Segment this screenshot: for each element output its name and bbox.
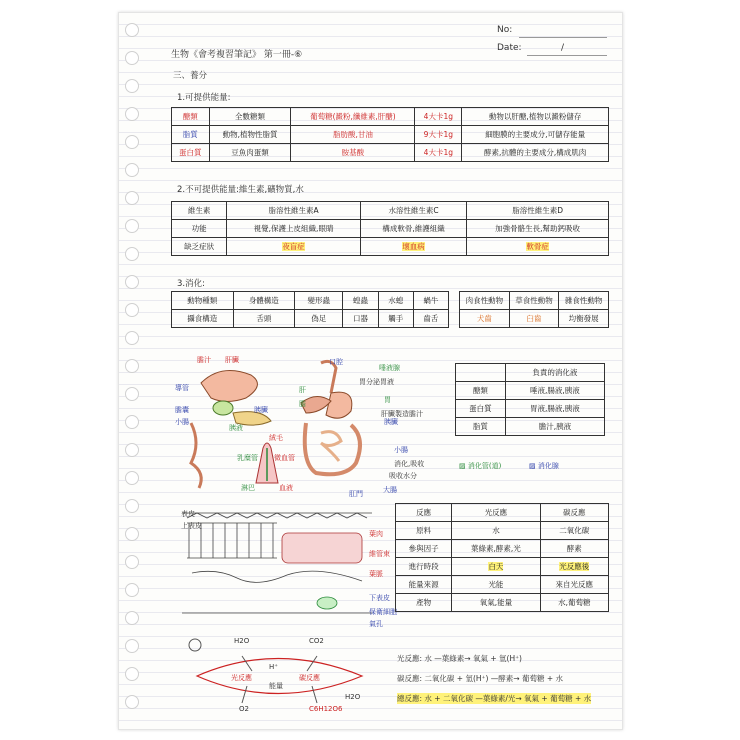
label-capillary: 微血管 <box>274 454 295 462</box>
cell: 口器 <box>343 310 378 328</box>
hole <box>125 303 139 317</box>
cell: 雜食性動物 <box>559 292 609 310</box>
hole <box>125 107 139 121</box>
hole <box>125 191 139 205</box>
cell <box>227 238 361 256</box>
cell: 水螅 <box>378 292 413 310</box>
label-duct: 導管 <box>175 384 189 392</box>
hole <box>125 79 139 93</box>
hole <box>125 387 139 401</box>
table-row <box>172 126 609 144</box>
table-row <box>456 364 605 382</box>
cell: 能量來源 <box>396 576 452 594</box>
cell: 水 <box>452 522 540 540</box>
hole <box>125 527 139 541</box>
cell: 豆魚肉蛋類 <box>209 144 291 162</box>
table-row <box>396 522 609 540</box>
label-small-intestine: 小腸 <box>175 418 189 426</box>
page-title: 生物《會考複習筆記》 第一冊-⑥ <box>171 50 303 60</box>
guard-cell <box>317 597 337 609</box>
hole <box>125 443 139 457</box>
table-row <box>456 418 605 436</box>
no-label: No: <box>497 25 513 35</box>
cell: 動物以肝醣,植物以澱粉儲存 <box>462 108 609 126</box>
cell: 加強骨骼生長,幫助鈣吸收 <box>467 220 609 238</box>
hole <box>125 331 139 345</box>
epidermis-cells <box>187 513 367 518</box>
hole <box>125 695 139 709</box>
cell: 蝸牛 <box>413 292 448 310</box>
date-underline <box>527 55 607 56</box>
cell: 氧氣,能量 <box>452 594 540 612</box>
cell: 動物,植物性脂質 <box>209 126 291 144</box>
cell: 觸手 <box>378 310 413 328</box>
date-label: Date: <box>497 43 522 53</box>
cell: 酵素 <box>540 540 608 558</box>
label-villus: 絨毛 <box>269 434 283 442</box>
intestine-drawing <box>191 423 201 488</box>
cell-text: 光反應後 <box>559 562 590 571</box>
cell: 水,葡萄糖 <box>540 594 608 612</box>
hole <box>125 51 139 65</box>
photosynthesis-table <box>395 503 609 612</box>
hole <box>125 639 139 653</box>
cell: 脂質 <box>456 418 506 436</box>
cycle-energy: 能量 <box>269 682 283 690</box>
cell: 脂肪酸,甘油 <box>291 126 415 144</box>
hole <box>125 611 139 625</box>
hole <box>125 667 139 681</box>
hole <box>125 555 139 569</box>
cell: 蛋白質 <box>172 144 210 162</box>
cell: 視覺,保護上皮組織,眼睛 <box>227 220 361 238</box>
legend-gland: ▨ 消化腺 <box>529 462 559 470</box>
label-upper-epidermis: 上表皮 <box>181 522 202 530</box>
cell: 參與因子 <box>396 540 452 558</box>
arrow-glucose <box>312 686 317 703</box>
cell: 蛋白質 <box>456 400 506 418</box>
cell: 胃液,腸液,胰液 <box>505 400 604 418</box>
cell: 蝗蟲 <box>343 292 378 310</box>
cell <box>540 558 608 576</box>
cell <box>467 238 609 256</box>
sec1-title: 1.可提供能量: <box>177 93 231 103</box>
cycle-h-plus: H⁺ <box>269 663 278 671</box>
hole <box>125 471 139 485</box>
sun-icon <box>189 639 201 651</box>
table-row <box>172 108 609 126</box>
label-anus: 肛門 <box>349 490 363 498</box>
table-row <box>172 292 449 310</box>
cell: 光反應 <box>452 504 540 522</box>
legend-canal-text: 消化管(道) <box>467 462 502 470</box>
cell: 光能 <box>452 576 540 594</box>
note-digest-absorb: 消化,吸收 <box>394 460 425 468</box>
cycle-light-reaction: 光反應 <box>231 674 252 682</box>
teeth-table <box>459 291 609 328</box>
note-liver-bile: 肝臟製造膽汁 <box>381 410 423 418</box>
equation-carbon: 碳反應: 二氧化碳 + 氫(H⁺) —酵素→ 葡萄糖 + 水 <box>397 674 564 683</box>
cell: 膽汁,胰液 <box>505 418 604 436</box>
sec3-title: 3.消化: <box>177 279 205 289</box>
date-separator: / <box>561 43 565 53</box>
cell: 全數糖類 <box>209 108 291 126</box>
label-lymph: 淋巴 <box>241 484 255 492</box>
label-stomach: 胃 <box>384 396 391 404</box>
label-pancreas: 胰臟 <box>254 406 268 414</box>
label-middle-pancreas: 胰臟 <box>384 418 398 426</box>
note-stomach-juice: 胃分泌胃液 <box>359 378 394 386</box>
feeding-table <box>171 291 449 328</box>
cell: 唾液,腸液,胰液 <box>505 382 604 400</box>
table-row <box>396 504 609 522</box>
table-row <box>172 310 449 328</box>
label-mesophyll: 葉肉 <box>369 530 383 538</box>
cell-text: 壞血病 <box>402 242 425 251</box>
hole <box>125 247 139 261</box>
cell: 反應 <box>396 504 452 522</box>
cell: 9大卡1g <box>415 126 462 144</box>
cell <box>456 364 506 382</box>
cycle-o2: O2 <box>239 705 249 713</box>
cell: 維生素 <box>172 202 227 220</box>
cell: 肉食性動物 <box>460 292 510 310</box>
label-epidermis: 表皮 <box>181 510 195 518</box>
cell-text: 軟骨症 <box>526 242 549 251</box>
table-row <box>172 202 609 220</box>
table-row <box>456 382 605 400</box>
label-middle-gallbladder: 膽 <box>299 400 306 408</box>
hole <box>125 275 139 289</box>
hole <box>125 135 139 149</box>
hole <box>125 163 139 177</box>
table-row <box>396 540 609 558</box>
leaf-cross-section <box>177 503 377 623</box>
cell: 犬齒 <box>460 310 510 328</box>
table-row <box>172 238 609 256</box>
cell: 碳反應 <box>540 504 608 522</box>
label-vein: 葉脈 <box>369 570 383 578</box>
legend-canal: ▨ 消化管(道) <box>459 462 502 470</box>
hole <box>125 219 139 233</box>
cell: 酵素,抗體的主要成分,構成肌肉 <box>462 144 609 162</box>
cell: 臼齒 <box>509 310 559 328</box>
cell: 醣類 <box>456 382 506 400</box>
arrow-h2o <box>242 656 252 671</box>
digestive-diagram <box>171 353 401 503</box>
cell: 攝食構造 <box>172 310 234 328</box>
cell: 均衡發展 <box>559 310 609 328</box>
cycle-glucose: C6H12O6 <box>309 705 343 713</box>
cell: 脂溶性維生素A <box>227 202 361 220</box>
legend-gland-text: 消化腺 <box>537 462 559 470</box>
table-row <box>172 220 609 238</box>
small-intestine-drawing <box>321 432 341 461</box>
cell: 功能 <box>172 220 227 238</box>
digestive-juice-table <box>455 363 605 436</box>
hole <box>125 359 139 373</box>
label-stoma: 氣孔 <box>369 620 383 628</box>
note-absorb-water: 吸收水分 <box>389 472 417 480</box>
cell: 胺基酸 <box>291 144 415 162</box>
label-mouth: 口腔 <box>329 358 343 366</box>
equation-light: 光反應: 水 —葉綠素→ 氧氣 + 氫(H⁺) <box>397 654 522 663</box>
cell: 負責的消化液 <box>505 364 604 382</box>
table-row <box>396 576 609 594</box>
table-row <box>396 558 609 576</box>
stomach-drawing <box>326 392 352 418</box>
arrow-o2 <box>242 686 247 703</box>
cell: 葡萄糖(澱粉,纖維素,肝醣) <box>291 108 415 126</box>
cycle-h2o: H2O <box>234 637 250 645</box>
gallbladder-drawing <box>213 401 233 415</box>
cell: 來自光反應 <box>540 576 608 594</box>
cell: 脂質 <box>172 126 210 144</box>
spongy-layer <box>192 571 362 582</box>
cell: 葉綠素,酵素,光 <box>452 540 540 558</box>
cell: 缺乏症狀 <box>172 238 227 256</box>
label-middle-liver: 肝 <box>299 386 306 394</box>
label-vascular-bundle: 維管束 <box>369 550 390 558</box>
hole <box>125 583 139 597</box>
liver-drawing <box>201 371 257 402</box>
cycle-h2o-out: H2O <box>345 693 361 701</box>
label-lacteal: 乳糜管 <box>237 454 258 462</box>
notebook-page <box>118 12 623 730</box>
label-salivary: 唾液腺 <box>379 364 400 372</box>
cell: 構成軟骨,維護組織 <box>360 220 466 238</box>
hole <box>125 499 139 513</box>
cell-text: 白天 <box>488 562 504 571</box>
cell: 舌頭 <box>233 310 295 328</box>
equation-total: 總反應: 水 + 二氧化碳 —葉綠素/光→ 氧氣 + 葡萄糖 + 水 <box>397 694 592 703</box>
section-heading: 三、養分 <box>173 71 208 81</box>
cell: 動物種類 <box>172 292 234 310</box>
table-row <box>456 400 605 418</box>
label-guard-cell: 保衛細胞 <box>369 608 397 616</box>
cell: 進行時段 <box>396 558 452 576</box>
cell: 4大卡1g <box>415 108 462 126</box>
cell: 脂溶性維生素D <box>467 202 609 220</box>
cell: 變形蟲 <box>295 292 343 310</box>
arrow-co2 <box>307 656 317 671</box>
hole <box>125 23 139 37</box>
cell: 醣類 <box>172 108 210 126</box>
cell: 草食性動物 <box>509 292 559 310</box>
cell: 水溶性維生素C <box>360 202 466 220</box>
sec2-title: 2.不可提供能量:維生素,礦物質,水 <box>177 185 304 195</box>
table-row <box>396 594 609 612</box>
label-large-intestine: 大腸 <box>383 486 397 494</box>
cell <box>452 558 540 576</box>
label-bile: 膽汁 <box>197 356 211 364</box>
vascular-bundle <box>282 533 362 563</box>
energy-nutrients-table <box>171 107 609 162</box>
cell: 細胞膜的主要成分,可儲存能量 <box>462 126 609 144</box>
label-blood: 血液 <box>279 484 293 492</box>
cycle-co2: CO2 <box>309 637 324 645</box>
cell <box>360 238 466 256</box>
cycle-carbon-reaction: 碳反應 <box>299 674 320 682</box>
table-row <box>460 292 609 310</box>
label-gallbladder: 膽囊 <box>175 406 189 414</box>
cell: 二氧化碳 <box>540 522 608 540</box>
label-lower-epidermis: 下表皮 <box>369 594 390 602</box>
vitamin-table <box>171 201 609 256</box>
cell: 產物 <box>396 594 452 612</box>
table-row <box>460 310 609 328</box>
label-middle-small-intestine: 小腸 <box>394 446 408 454</box>
cell: 偽足 <box>295 310 343 328</box>
cell: 4大卡1g <box>415 144 462 162</box>
table-row <box>172 144 609 162</box>
cell-text: 夜盲症 <box>282 242 305 251</box>
no-underline <box>519 37 607 38</box>
label-liver: 肝臟 <box>225 356 239 364</box>
cell: 齒舌 <box>413 310 448 328</box>
label-pancreatic-juice: 胰液 <box>229 424 243 432</box>
cell: 原料 <box>396 522 452 540</box>
hole <box>125 415 139 429</box>
cell: 身體構造 <box>233 292 295 310</box>
